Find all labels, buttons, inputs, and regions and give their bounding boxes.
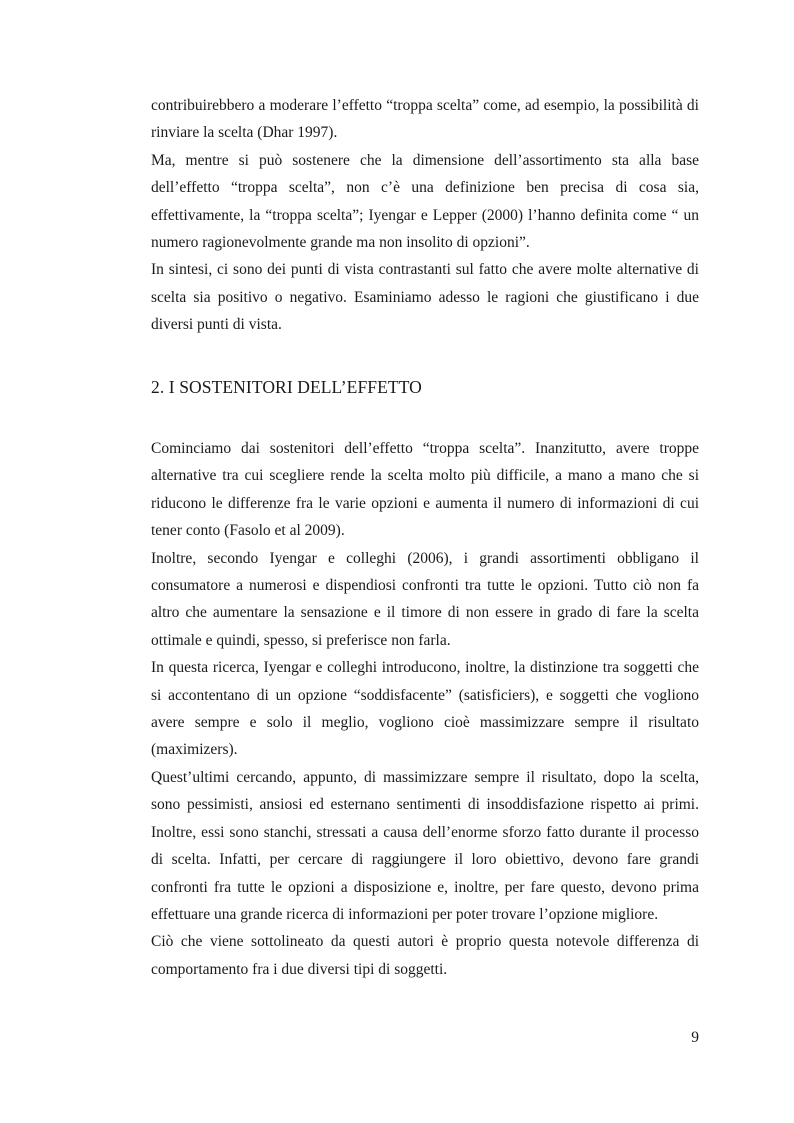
paragraph-definition: Ma, mentre si può sostenere che la dimensione dell’assortimento sta alla base dell’effetto “troppa scelta”, non c’è una definizione ben precisa di cosa sia, effettivamente, la “troppa scelta”; Iyengar e Lepper (2000) l’hanno definita come “ un numero ragionevolmente grande ma non insolito di opzioni”. [151,151,699,252]
page-number: 9 [691,1029,699,1046]
paragraph-maximizers: Quest’ultimi cercando, appunto, di massimizzare sempre il risultato, dopo la scelta, sono pessimisti, ansiosi ed esternano sentimenti di insoddisfazione rispetto ai primi. Inoltre, essi sono stanchi, stressati a causa dell’enorme sforzo fatto durante il processo di scelta. Infatti, per cercare di raggiungere il loro obiettivo, devono fare grandi confronti fra tutte le opzioni a disposizione e, inoltre, per fare questo, devono prima effettuare una grande ricerca di informazioni per poter trovare l’opzione migliore. [151,768,699,923]
paragraph-continuation: contribuirebbero a moderare l’effetto “troppa scelta” come, ad esempio, la possibilità di rinviare la scelta (Dhar 1997). [151,97,699,142]
paragraph-conclusion: Ciò che viene sottolineato da questi autori è proprio questa notevole differenza di comportamento fra i due diversi tipi di soggetti. [151,933,699,978]
paragraph-satisficers: In questa ricerca, Iyengar e colleghi introducono, inoltre, la distinzione tra soggetti che si accontentano di un opzione “soddisfacente” (satisficiers), e soggetti che vogliono avere sempre e solo il meglio, vogliono cioè massimizzare sempre il risultato (maximizers). [151,659,699,759]
section-text-block [151,435,699,983]
intro-text-block [151,92,699,339]
section-heading: 2. I SOSTENITORI DELL’EFFETTO [151,377,422,397]
paragraph-assortments: Inoltre, secondo Iyengar e colleghi (2006), i grandi assortimenti obbligano il consumatore a numerosi e dispendiosi confronti tra tutte le opzioni. Tutto ciò non fa altro che aumentare la sensazione e il timore di non essere in grado di fare la scelta ottimale e quindi, spesso, si preferisce non farla. [151,549,699,649]
paragraph-supporters: Cominciamo dai sostenitori dell’effetto “troppa scelta”. Inanzitutto, avere troppe alternative tra cui scegliere rende la scelta molto più difficile, a mano a mano che si riducono le differenze fra le varie opzioni e aumenta il numero di informazioni di cui tener conto (Fasolo et al 2009). [151,440,699,540]
paragraph-summary: In sintesi, ci sono dei punti di vista contrastanti sul fatto che avere molte alternative di scelta sia positivo o negativo. Esaminiamo adesso le ragioni che giustificano i due diversi punti di vista. [151,261,699,334]
